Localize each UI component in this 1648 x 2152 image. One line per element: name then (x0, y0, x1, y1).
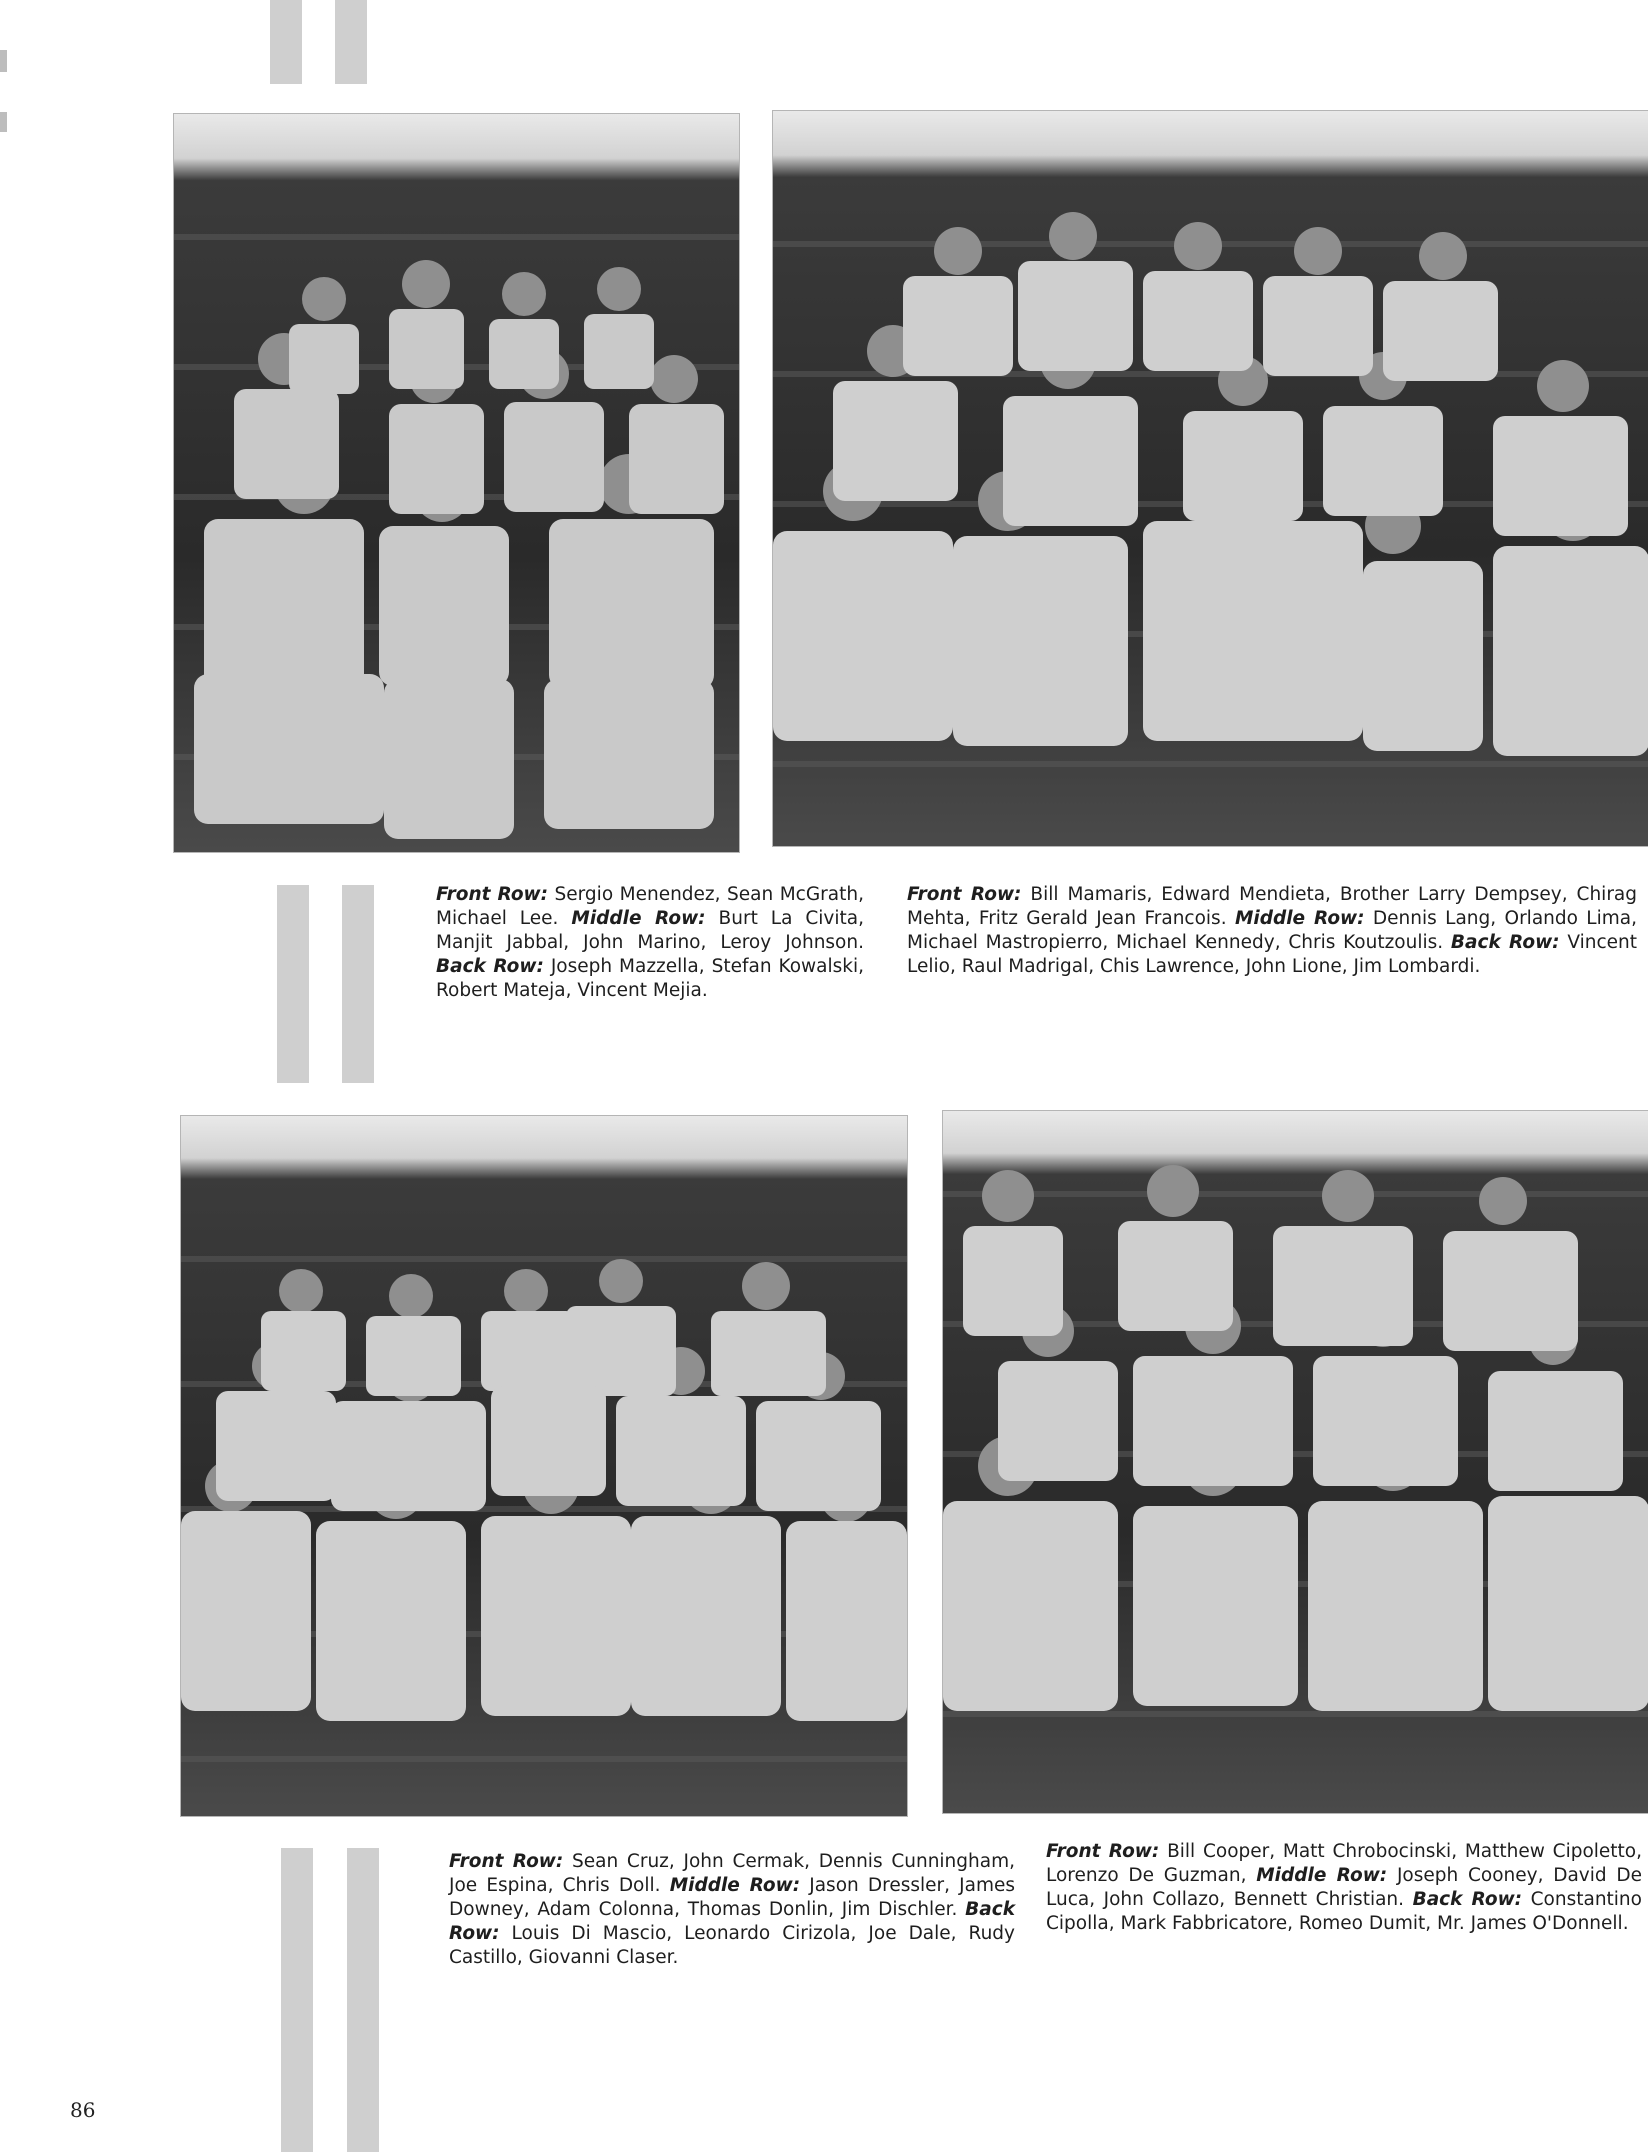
decorative-bar (281, 1848, 313, 2152)
group-photo (772, 110, 1648, 847)
front-row-label: Front Row: (436, 884, 549, 905)
middle-row-names: Burt La Civita, Manjit Jabbal, John Marino, Leroy Johnson. (436, 908, 864, 953)
back-row-label: Back Row: (449, 1899, 1015, 1944)
middle-row-label: Middle Row: (1256, 1865, 1388, 1886)
back-row-names: Vincent Lelio, Raul Madrigal, Chis Lawrence, John Lione, Jim Lombardi. (907, 932, 1637, 977)
back-row-names: Joseph Mazzella, Stefan Kowalski, Robert Mateja, Vincent Mejia. (436, 956, 864, 1001)
photo-scene (181, 1116, 907, 1816)
photo-caption (1046, 1840, 1642, 1936)
front-row-label: Front Row: (907, 884, 1022, 905)
front-row-names: Bill Mamaris, Edward Mendieta, Brother Larry Dempsey, Chirag Mehta, Fritz Gerald Jean Francois. (907, 884, 1637, 929)
photo-scene (773, 111, 1648, 846)
front-row-label: Front Row: (449, 1851, 564, 1872)
decorative-bar (342, 885, 374, 1083)
photo-caption (436, 883, 864, 1003)
middle-row-label: Middle Row: (1234, 908, 1365, 929)
edge-mark (0, 112, 7, 132)
decorative-bar (277, 885, 309, 1083)
group-photo (180, 1115, 908, 1817)
front-row-label: Front Row: (1046, 1841, 1160, 1862)
photo-caption (449, 1850, 1015, 1970)
back-row-names: Louis Di Mascio, Leonardo Cirizola, Joe Dale, Rudy Castillo, Giovanni Claser. (449, 1923, 1015, 1968)
middle-row-label: Middle Row: (669, 1875, 801, 1896)
middle-row-names: Dennis Lang, Orlando Lima, Michael Mastropierro, Michael Kennedy, Chris Koutzoulis. (907, 908, 1637, 953)
back-row-names: Constantino Cipolla, Mark Fabbricatore, Romeo Dumit, Mr. James O'Donnell. (1046, 1889, 1642, 1934)
front-row-names: Sean Cruz, John Cermak, Dennis Cunningham, Joe Espina, Chris Doll. (449, 1851, 1015, 1896)
photo-scene (174, 114, 739, 852)
back-row-label: Back Row: (436, 956, 544, 977)
decorative-bar (335, 0, 367, 84)
photo-caption (907, 883, 1637, 979)
middle-row-names: Jason Dressler, James Downey, Adam Colonna, Thomas Donlin, Jim Dischler. (449, 1875, 1016, 1920)
group-photo (173, 113, 740, 853)
page-number: 86 (70, 2098, 96, 2122)
decorative-bar (347, 1848, 379, 2152)
middle-row-label: Middle Row: (571, 908, 706, 929)
decorative-bar (270, 0, 302, 84)
front-row-names: Sergio Menendez, Sean McGrath, Michael Lee. (436, 884, 864, 929)
front-row-names: Bill Cooper, Matt Chrobocinski, Matthew Cipoletto, Lorenzo De Guzman, (1046, 1841, 1642, 1886)
back-row-label: Back Row: (1450, 932, 1560, 953)
edge-mark (0, 50, 7, 72)
back-row-label: Back Row: (1412, 1889, 1523, 1910)
middle-row-names: Joseph Cooney, David De Luca, John Collazo, Bennett Christian. (1046, 1865, 1643, 1910)
group-photo (942, 1110, 1648, 1814)
photo-scene (943, 1111, 1648, 1813)
